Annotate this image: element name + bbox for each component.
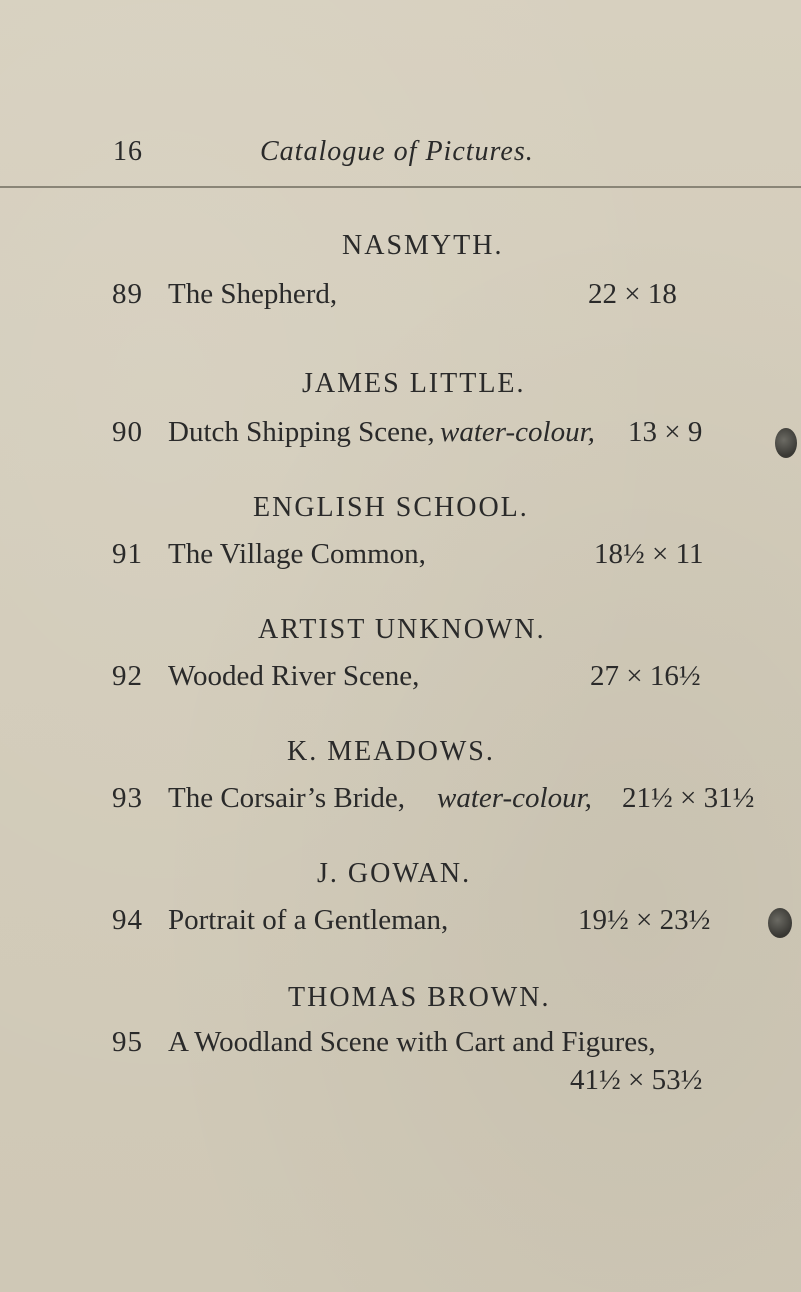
picture-title: Portrait of a Gentleman, (168, 904, 449, 936)
catalogue-entry (0, 1026, 801, 1066)
artist-heading: K. MEADOWS. (287, 736, 495, 767)
catalogue-entry (0, 660, 801, 700)
artist-heading: ARTIST UNKNOWN. (258, 614, 546, 645)
picture-medium: water-colour, (437, 782, 592, 814)
lot-number: 91 (112, 538, 143, 570)
picture-size: 13 × 9 (628, 416, 703, 448)
catalogue-entry (0, 538, 801, 578)
picture-title: Dutch Shipping Scene, (168, 416, 435, 448)
catalogue-entry (0, 416, 801, 456)
lot-number: 93 (112, 782, 143, 814)
running-title: Catalogue of Pictures. (260, 136, 534, 167)
page-header (0, 128, 801, 188)
artist-heading: THOMAS BROWN. (288, 982, 551, 1013)
picture-title: Wooded River Scene, (168, 660, 420, 692)
picture-medium: water-colour, (440, 416, 595, 448)
artist-heading: J. GOWAN. (317, 858, 472, 889)
picture-title: A Woodland Scene with Cart and Figures, (168, 1026, 656, 1058)
header-rule (0, 186, 801, 188)
picture-size: 41½ × 53½ (570, 1064, 703, 1096)
artist-heading: NASMYTH. (342, 230, 504, 261)
picture-title: The Shepherd, (168, 278, 338, 310)
picture-size: 27 × 16½ (590, 660, 701, 692)
page-number: 16 (113, 136, 143, 167)
ink-blot-decoration (768, 908, 792, 938)
artist-heading: ENGLISH SCHOOL. (253, 492, 529, 523)
picture-size: 22 × 18 (588, 278, 677, 310)
lot-number: 92 (112, 660, 143, 692)
artist-heading: JAMES LITTLE. (302, 368, 526, 399)
picture-size: 21½ × 31½ (622, 782, 755, 814)
catalogue-entry (0, 278, 801, 318)
picture-title: The Village Common, (168, 538, 426, 570)
picture-size: 18½ × 11 (594, 538, 704, 570)
picture-title: The Corsair’s Bride, (168, 782, 406, 814)
lot-number: 90 (112, 416, 143, 448)
catalogue-entry (0, 782, 801, 822)
picture-size: 19½ × 23½ (578, 904, 711, 936)
lot-number: 94 (112, 904, 143, 936)
lot-number: 89 (112, 278, 143, 310)
catalogue-entry (0, 904, 801, 944)
lot-number: 95 (112, 1026, 143, 1058)
ink-blot-decoration (775, 428, 797, 458)
catalogue-entry-continued (0, 1064, 801, 1104)
